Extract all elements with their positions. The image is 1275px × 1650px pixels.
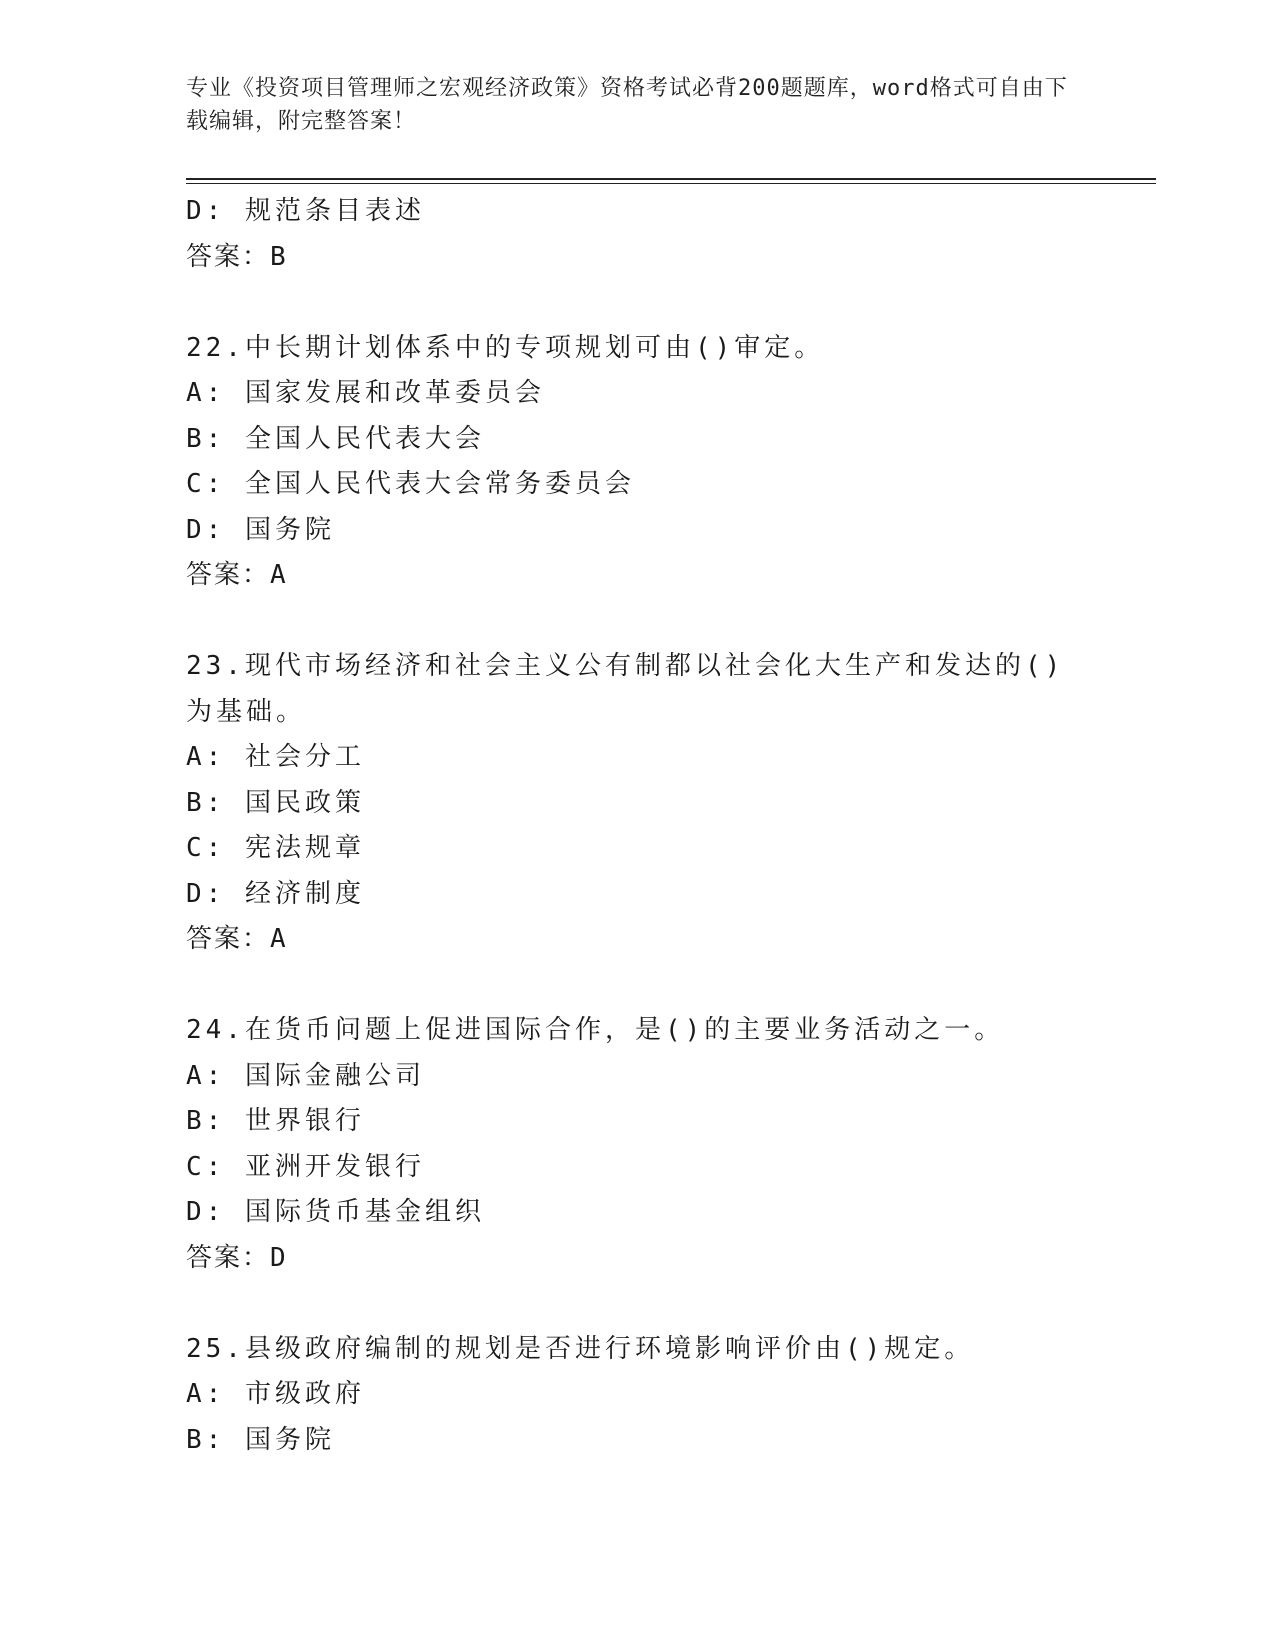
option-b: B: 全国人民代表大会 [186, 423, 485, 454]
answer-22 [186, 553, 1086, 599]
carryover-option-d: D: 规范条目表述 [186, 196, 425, 226]
spacer [186, 599, 1086, 645]
answer-label: 答案： [186, 241, 271, 272]
option-d: D: 国际货币基金组织 [186, 1197, 485, 1227]
header-text: 专业《投资项目管理师之宏观经济政策》资格考试必背200题题库，word格式可自由下载编辑，附完整答案！ [186, 76, 1068, 134]
option-a: A: 社会分工 [186, 742, 365, 772]
header-divider [186, 178, 1156, 184]
carryover-answer [186, 235, 1086, 281]
option-a: A: 国际金融公司 [186, 1060, 425, 1091]
option-b: B: 国民政策 [186, 787, 365, 818]
question-list [186, 189, 1086, 1463]
option-d: D: 国务院 [186, 514, 335, 545]
page-header [186, 72, 1076, 138]
spacer [186, 280, 1086, 326]
question-stem-25: 25.县级政府编制的规划是否进行环境影响评价由()规定。 [186, 1333, 975, 1364]
answer-label: 答案： [186, 924, 271, 954]
answer-24 [186, 1236, 1086, 1282]
answer-label: 答案： [186, 1242, 271, 1273]
option-b: B: 国务院 [186, 1424, 335, 1455]
option-a: A: 市级政府 [186, 1379, 365, 1409]
answer-value: B [270, 241, 288, 272]
question-stem-23: 23.现代市场经济和社会主义公有制都以社会化大生产和发达的()为基础。 [186, 651, 1065, 727]
option-c: C: 宪法规章 [186, 833, 365, 863]
option-c: C: 全国人民代表大会常务委员会 [186, 469, 635, 499]
answer-value: D [270, 1242, 288, 1273]
question-stem-24: 24.在货币问题上促进国际合作，是()的主要业务活动之一。 [186, 1015, 1005, 1045]
option-c: C: 亚洲开发银行 [186, 1151, 425, 1182]
answer-value: A [270, 560, 288, 590]
option-b: B: 世界银行 [186, 1106, 365, 1136]
question-stem-22: 22.中长期计划体系中的专项规划可由()审定。 [186, 332, 825, 363]
option-a: A: 国家发展和改革委员会 [186, 378, 545, 408]
spacer [186, 1281, 1086, 1327]
answer-23 [186, 917, 1086, 963]
answer-label: 答案： [186, 560, 271, 590]
answer-value: A [270, 924, 288, 954]
spacer [186, 963, 1086, 1009]
option-d: D: 经济制度 [186, 878, 365, 909]
